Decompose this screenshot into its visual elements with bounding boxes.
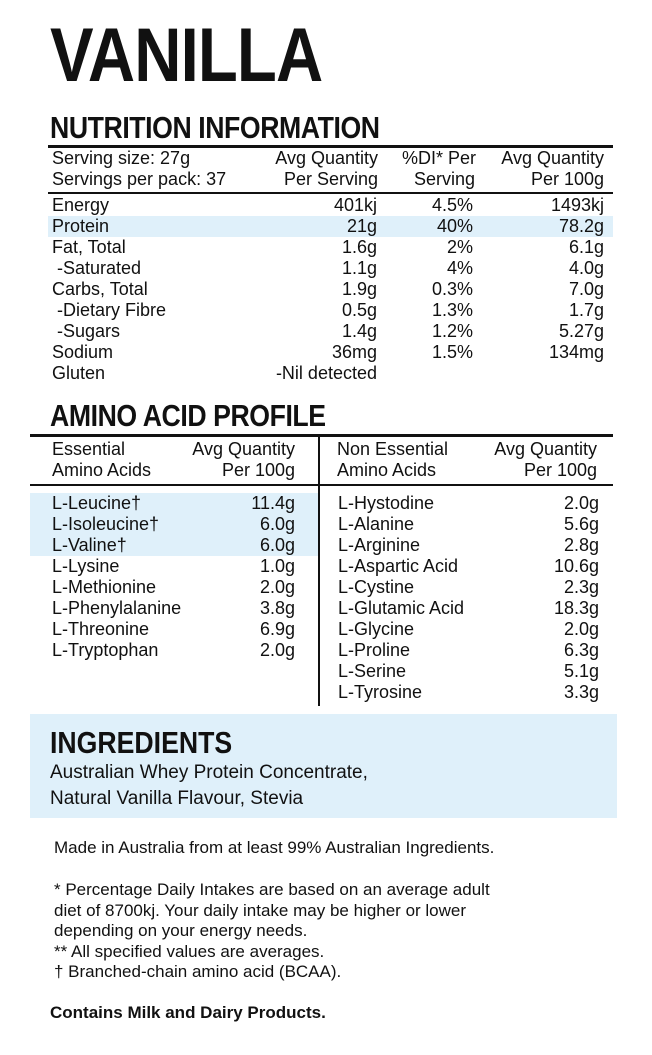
nonessential-amino-row [316, 514, 613, 535]
per-100g-value: 1.7g [568, 300, 604, 320]
amino-acid-value: 3.3g [563, 682, 599, 702]
per-serving-value: 36mg [331, 342, 377, 362]
per-serving-value: 1.9g [341, 279, 377, 299]
amino-header-rule [30, 484, 613, 486]
di-note-line-1: * Percentage Daily Intakes are based on an average adult [54, 880, 490, 899]
per-serving-value: 1.4g [341, 321, 377, 341]
amino-acid-value: 10.6g [553, 556, 599, 576]
nutrient-name: Energy [52, 195, 110, 215]
amino-acid-value: 2.0g [259, 640, 295, 660]
nutrient-name: Gluten [52, 363, 106, 383]
amino-acid-name: L-Arginine [338, 535, 421, 555]
nutrient-name: Sodium [52, 342, 114, 362]
ingredients-text [50, 760, 590, 812]
nutrition-row [48, 300, 613, 321]
amino-acid-value: 3.8g [259, 598, 295, 618]
amino-acid-value: 2.0g [259, 577, 295, 597]
amino-acid-name: L-Proline [338, 640, 411, 660]
amino-acid-name: L-Serine [338, 661, 407, 681]
essential-avg-head-1: Avg Quantity [192, 439, 295, 459]
nonessential-amino-row [316, 493, 613, 514]
nutrition-heading: NUTRITION INFORMATION [50, 110, 380, 145]
amino-acid-name: L-Lysine [52, 556, 120, 576]
servings-per-pack: Servings per pack: 37 [52, 169, 227, 189]
nutrient-name: Protein [52, 216, 110, 236]
nonessential-amino-row [316, 661, 613, 682]
nonessential-avg-head-1: Avg Quantity [494, 439, 597, 459]
col-avg-serving-2: Per Serving [283, 169, 378, 189]
per-serving-value: -Nil detected [275, 363, 377, 383]
essential-amino-row [30, 493, 318, 514]
daily-intake-value: 1.3% [431, 300, 473, 320]
amino-acid-value: 18.3g [553, 598, 599, 618]
amino-acid-value: 2.3g [563, 577, 599, 597]
amino-acid-value: 6.3g [563, 640, 599, 660]
amino-header [30, 439, 613, 483]
amino-acid-name: L-Glycine [338, 619, 415, 639]
amino-acid-value: 1.0g [259, 556, 295, 576]
amino-acid-name: L-Cystine [338, 577, 415, 597]
amino-acid-value: 2.0g [563, 493, 599, 513]
di-note-line-2: diet of 8700kj. Your daily intake may be higher or lower [54, 901, 467, 920]
per-100g-value: 5.27g [558, 321, 604, 341]
essential-amino-row [30, 598, 318, 619]
amino-acid-name: L-Tyrosine [338, 682, 423, 702]
amino-acid-name: L-Tryptophan [52, 640, 159, 660]
essential-avg-head-2: Per 100g [221, 460, 295, 480]
nutrition-row [48, 342, 613, 363]
amino-acid-name: L-Isoleucine† [52, 514, 160, 534]
per-100g-value: 1493kj [550, 195, 604, 215]
nonessential-amino-row [316, 640, 613, 661]
essential-amino-row [30, 619, 318, 640]
essential-amino-row [30, 535, 318, 556]
nutrition-row [48, 195, 613, 216]
nonessential-amino-row [316, 535, 613, 556]
serving-size: Serving size: 27g [52, 148, 191, 168]
nonessential-avg-head-2: Per 100g [523, 460, 597, 480]
amino-acid-name: L-Glutamic Acid [338, 598, 465, 618]
nutrient-name: Carbs, Total [52, 279, 148, 299]
amino-acid-value: 2.8g [563, 535, 599, 555]
per-serving-value: 0.5g [341, 300, 377, 320]
nonessential-head-2: Amino Acids [337, 460, 437, 480]
averages-note: ** All specified values are averages. [54, 942, 325, 961]
nutrition-header-rule [48, 192, 613, 194]
per-serving-value: 21g [346, 216, 377, 236]
ingredients-line-1: Australian Whey Protein Concentrate, [50, 762, 368, 783]
col-di-1: %DI* Per [401, 148, 476, 168]
nutrition-row [48, 216, 613, 237]
col-di-2: Serving [413, 169, 475, 189]
essential-amino-row [30, 640, 318, 661]
col-avg-100-2: Per 100g [530, 169, 604, 189]
daily-intake-value: 40% [436, 216, 473, 236]
allergen-statement: Contains Milk and Dairy Products. [50, 1003, 326, 1022]
amino-acid-value: 6.9g [259, 619, 295, 639]
per-100g-value: 6.1g [568, 237, 604, 257]
daily-intake-value: 0.3% [431, 279, 473, 299]
product-title: VANILLA [50, 13, 323, 98]
nutrition-row [48, 258, 613, 279]
nutrition-header [48, 148, 613, 192]
amino-acid-name: L-Threonine [52, 619, 150, 639]
nutrition-row [48, 237, 613, 258]
daily-intake-value: 4% [446, 258, 473, 278]
per-100g-value: 78.2g [558, 216, 604, 236]
amino-acid-name: L-Valine† [52, 535, 127, 555]
nutrient-name: -Dietary Fibre [52, 300, 167, 320]
essential-amino-row [30, 577, 318, 598]
nonessential-amino-row [316, 619, 613, 640]
daily-intake-value: 2% [446, 237, 473, 257]
nonessential-head-1: Non Essential [337, 439, 449, 459]
di-note-line-3: depending on your energy needs. [54, 921, 308, 940]
per-serving-value: 1.1g [341, 258, 377, 278]
ingredients-line-2: Natural Vanilla Flavour, Stevia [50, 788, 304, 809]
per-100g-value: 7.0g [568, 279, 604, 299]
made-in-note: Made in Australia from at least 99% Australian Ingredients. [54, 838, 495, 857]
essential-head-1: Essential [52, 439, 126, 459]
amino-acid-name: L-Aspartic Acid [338, 556, 459, 576]
essential-head-2: Amino Acids [52, 460, 152, 480]
amino-heading: AMINO ACID PROFILE [50, 398, 326, 433]
amino-acid-name: L-Methionine [52, 577, 157, 597]
per-serving-value: 401kj [333, 195, 377, 215]
nutrition-row [48, 363, 613, 384]
col-avg-100-1: Avg Quantity [501, 148, 604, 168]
per-100g-value: 134mg [548, 342, 604, 362]
nutrition-row [48, 321, 613, 342]
amino-acid-name: L-Hystodine [338, 493, 435, 513]
essential-amino-row [30, 556, 318, 577]
nonessential-amino-row [316, 577, 613, 598]
bcaa-note: † Branched-chain amino acid (BCAA). [54, 962, 342, 981]
ingredients-heading: INGREDIENTS [50, 725, 233, 760]
amino-top-rule [30, 434, 613, 437]
nonessential-amino-row [316, 556, 613, 577]
nonessential-amino-row [316, 682, 613, 703]
nonessential-amino-row [316, 598, 613, 619]
amino-acid-name: L-Alanine [338, 514, 415, 534]
amino-acid-name: L-Phenylalanine [52, 598, 182, 618]
amino-acid-value: 6.0g [259, 535, 295, 555]
col-avg-serving-1: Avg Quantity [275, 148, 378, 168]
amino-acid-value: 5.1g [563, 661, 599, 681]
daily-intake-value: 4.5% [431, 195, 473, 215]
per-serving-value: 1.6g [341, 237, 377, 257]
nutrient-name: -Sugars [52, 321, 121, 341]
nutrient-name: -Saturated [52, 258, 142, 278]
nutrition-row [48, 279, 613, 300]
amino-acid-value: 11.4g [251, 493, 295, 513]
amino-acid-value: 5.6g [563, 514, 599, 534]
nutrient-name: Fat, Total [52, 237, 126, 257]
essential-amino-row [30, 514, 318, 535]
daily-intake-value: 1.2% [431, 321, 473, 341]
amino-acid-value: 2.0g [563, 619, 599, 639]
amino-acid-value: 6.0g [259, 514, 295, 534]
amino-acid-name: L-Leucine† [52, 493, 142, 513]
per-100g-value: 4.0g [568, 258, 604, 278]
daily-intake-value: 1.5% [431, 342, 473, 362]
